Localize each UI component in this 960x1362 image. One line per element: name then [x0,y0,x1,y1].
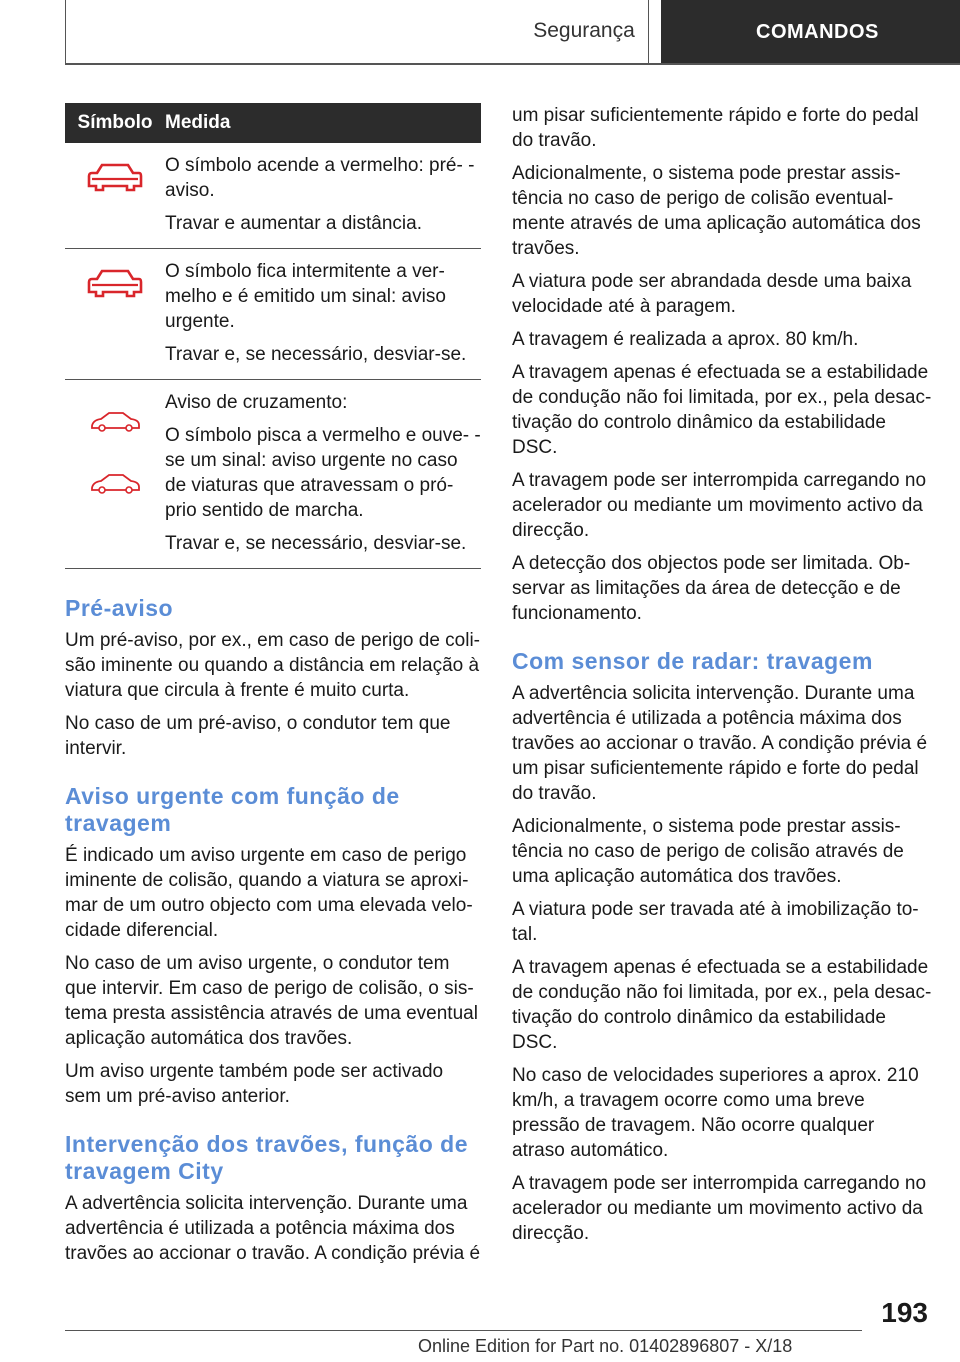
footer-edition: Online Edition for Part no. 01402896807 - X/18 [418,1336,793,1356]
paragraph: A advertência solicita intervenção. Durante uma advertência é utilizada a potência máxima dos travões ao accionar o travão. A condição prévia é [65,1193,481,1264]
car-red-icon [87,161,143,195]
col-header-symbol: Símbolo [65,103,165,143]
heading-city: Intervenção dos travões, função de travagem City [65,1131,469,1184]
paragraph: um pisar suficientemente rápido e forte do pedal do travão. [512,105,919,151]
paragraph: A viatura pode ser abrandada desde uma baixa velocidade até à paragem. [512,271,912,317]
car-red-flashing-icon [87,267,143,301]
paragraph: A travagem pode ser interrompida carregando no acelerador ou mediante um movimento activo da direcção. [512,470,927,541]
table-row [65,380,481,569]
chapter-label: COMANDOS [756,20,879,43]
heading-aviso-urgente: Aviso urgente com função de travagem [65,783,400,836]
paragraph: A advertência solicita intervenção. Durante uma advertência é utilizada a potência máxima dos travões ao accionar o travão. A condição prévia é um pisar suficientemente rápido e forte do pedal do travão. [512,683,928,804]
right-column [512,103,932,1254]
table-row-text: Travar e aumentar a distância. [165,213,422,234]
paragraph: É indicado um aviso urgente em caso de perigo iminente de colisão, quando a viatura se aproxi- mar de um outro objecto com uma elevada velo- cidade diferencial. [65,845,473,941]
header-left-rule [65,0,66,64]
page-number: 193 [881,1297,928,1328]
paragraph: No caso de um pré-aviso, o condutor tem que intervir. [65,713,451,759]
table-row-text: Travar e, se necessário, desviar-se. [165,533,467,554]
paragraph: A travagem é realizada a aprox. 80 km/h. [512,329,859,350]
paragraph: Adicionalmente, o sistema pode prestar assis- tência no caso de perigo de colisão eventual- mente através de uma aplicação automática dos travões. [512,163,921,259]
header-chapter-tab[interactable] [661,0,960,64]
table-row-text: O símbolo fica intermitente a ver- melho e é emitido um sinal: aviso urgente. [165,261,446,332]
left-column [65,103,481,1274]
paragraph: A travagem pode ser interrompida carregando no acelerador ou mediante um movimento activo da direcção. [512,1173,927,1244]
heading-radar: Com sensor de radar: travagem [512,648,873,674]
header-section-label: Segurança [520,0,649,64]
table-row [65,249,481,380]
paragraph: Um aviso urgente também pode ser activado sem um pré-aviso anterior. [65,1061,444,1107]
symbol-table [65,103,481,569]
paragraph: Um pré-aviso, por ex., em caso de perigo de coli- são iminente ou quando a distância em relação à viatura que circula à frente é muito curta. [65,630,481,701]
paragraph: No caso de um aviso urgente, o condutor tem que intervir. Em caso de perigo de colisão, o sis- tema presta assistência através de uma eventual aplicação automática dos travões. [65,953,478,1049]
paragraph: A travagem apenas é efectuada se a estabilidade de condução não foi limitada, por ex., pela desac- tivação do controlo dinâmico da estabilidade DSC. [512,957,932,1053]
paragraph: A viatura pode ser travada até à imobilização to- tal. [512,899,919,945]
table-row-text: O símbolo pisca a vermelho e ouve- -se um sinal: aviso urgente no caso de viaturas que atravessam o pró- prio sentido de marcha. [165,425,481,521]
table-row-text: Aviso de cruzamento: [165,392,348,413]
header-rule [65,63,960,65]
paragraph: No caso de velocidades superiores a aprox. 210 km/h, a travagem ocorre como uma breve pressão de travagem. Não ocorre qualquer atraso automático. [512,1065,919,1161]
table-row [65,143,481,249]
table-row-text: Travar e, se necessário, desviar-se. [165,344,467,365]
table-row-text: O símbolo acende a vermelho: pré- -aviso. [165,155,475,201]
paragraph: Adicionalmente, o sistema pode prestar assis- tência no caso de perigo de colisão através de uma aplicação automática dos travões. [512,816,904,887]
heading-preaviso: Pré-aviso [65,595,174,621]
paragraph: A detecção dos objectos pode ser limitada. Ob- servar as limitações da área de detecção e de funcionamento. [512,553,911,624]
col-header-action: Medida [165,103,481,143]
car-side-icon [87,404,143,504]
table-header-row [65,103,481,143]
footer-rule [65,1330,862,1331]
paragraph: A travagem apenas é efectuada se a estabilidade de condução não foi limitada, por ex., pela desac- tivação do controlo dinâmico da estabilidade DSC. [512,362,932,458]
